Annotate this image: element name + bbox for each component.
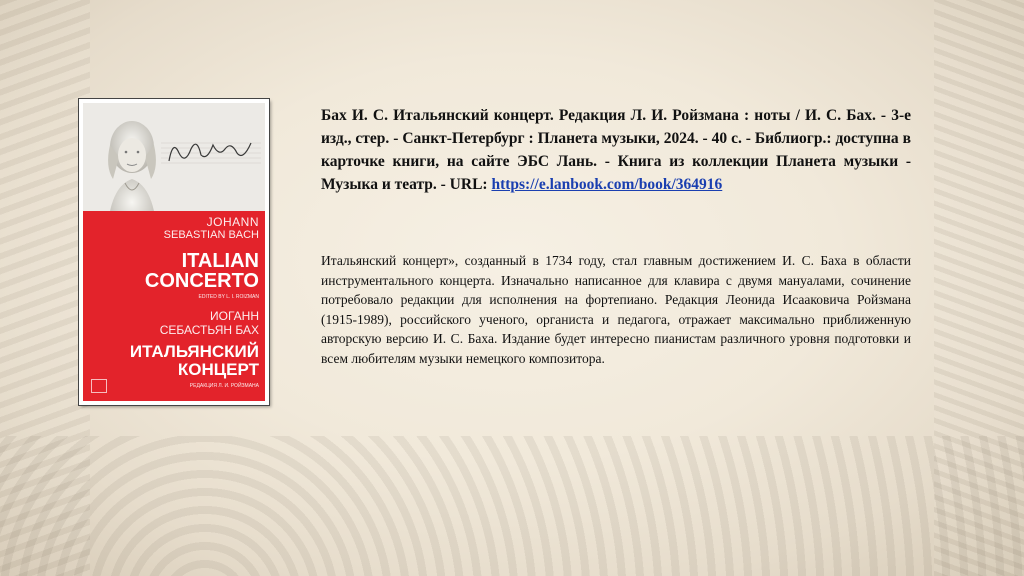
cover-editor-ru: РЕДАКЦИЯ Л. И. РОЙЗМАНА bbox=[189, 383, 259, 389]
cover-title-en-line1: ITALIAN bbox=[181, 250, 259, 272]
cover-composer-en-last: SEBASTIAN BACH bbox=[163, 229, 259, 241]
publisher-logo-icon bbox=[91, 379, 107, 393]
cover-composer-en-first: JOHANN bbox=[206, 215, 259, 229]
cover-title-en-line2: CONCERTO bbox=[144, 270, 259, 292]
signature-image bbox=[161, 131, 261, 171]
cover-red-panel bbox=[83, 211, 265, 401]
book-cover bbox=[79, 99, 269, 405]
book-url-link[interactable]: https://e.lanbook.com/book/364916 bbox=[491, 176, 723, 193]
cover-composer-ru-first: ИОГАНН bbox=[210, 309, 259, 323]
cover-composer-ru-last: СЕБАСТЬЯН БАХ bbox=[159, 323, 259, 337]
ornament-bottom bbox=[0, 436, 1024, 576]
cover-editor-en: EDITED BY L. I. ROIZMAN bbox=[198, 294, 259, 300]
book-description: Итальянский концерт», созданный в 1734 году, стал главным достижением И. С. Баха в области инструментального концерта. Изначально написанное для клавира с двумя мануалами, сочинение потребовало редакции для исполнения на фортепиано. Редакция Леонида Исааковича Ройзмана (1915-1989), российского ученого, органиста и педагога, отражает максимально приближенную авторскую версию И. С. Баха. Издание будет интересно пианистам различного уровня подготовки и всем любителям музыки немецкого композитора. bbox=[321, 253, 911, 366]
bibliographic-citation bbox=[321, 104, 911, 196]
cover-title-ru-line2: КОНЦЕРТ bbox=[177, 360, 259, 379]
citation-text: Бах И. С. Итальянский концерт. Редакция Л. И. Ройзмана : ноты / И. С. Бах. - 3-е изд., стер. - Санкт-Петербург : Планета музыки, 2024. - 40 с. - Библиогр.: доступна в карточке книги, на сайте ЭБС Лань. - Книга из коллекции Планета музыки - Музыка и театр. - URL: bbox=[321, 107, 911, 193]
cover-title-ru-line1: ИТАЛЬЯНСКИЙ bbox=[129, 342, 259, 361]
